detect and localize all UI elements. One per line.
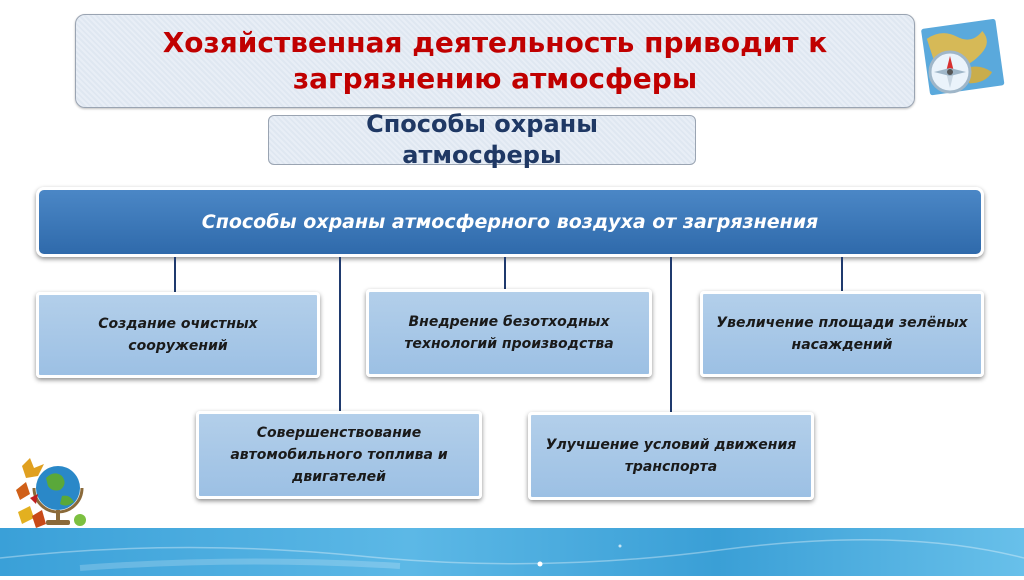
connector-1	[174, 257, 176, 292]
slide-subtitle: Способы охраны атмосферы	[366, 110, 598, 169]
connector-5	[670, 257, 672, 413]
slide-title-box	[75, 14, 915, 108]
diagram-node-fuel-engines	[196, 411, 482, 499]
node-label: Создание очистных сооружений	[98, 316, 258, 354]
diagram-root-box	[36, 187, 984, 257]
diagram-node-waste-free-tech	[366, 289, 652, 377]
node-label: Улучшение условий движения транспорта	[545, 437, 797, 475]
node-label: Внедрение безотходных технологий производства	[404, 314, 614, 352]
connector-2	[504, 257, 506, 289]
footer-decoration	[0, 528, 1024, 576]
globe-autumn-leaves-icon	[12, 456, 90, 532]
diagram-node-treatment-facilities	[36, 292, 320, 378]
node-label: Совершенствование автомобильного топлива и двигателей	[230, 425, 448, 485]
connector-3	[841, 257, 843, 292]
slide-title: Хозяйственная деятельность приводит к загрязнению атмосферы	[162, 26, 828, 95]
diagram-node-traffic-conditions	[528, 412, 814, 500]
node-label: Увеличение площади зелёных насаждений	[716, 315, 968, 353]
map-compass-icon	[916, 16, 1010, 102]
connector-4	[339, 257, 341, 413]
subtitle-box	[268, 110, 696, 169]
diagram-node-green-spaces	[700, 291, 984, 377]
diagram-root-label: Способы охраны атмосферного воздуха от загрязнения	[201, 211, 819, 233]
